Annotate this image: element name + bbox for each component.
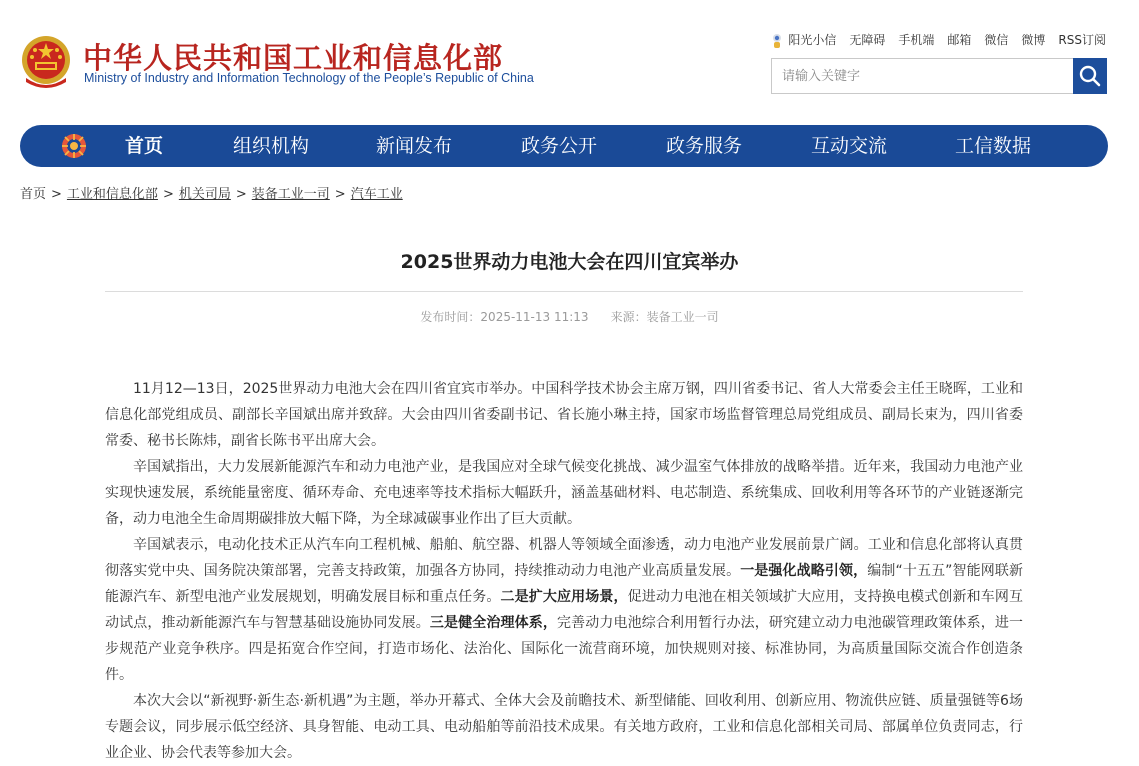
- top-links: [757, 31, 1106, 49]
- breadcrumb-ministry[interactable]: 工业和信息化部: [66, 187, 158, 202]
- breadcrumb-separator: >: [334, 187, 346, 202]
- site-title[interactable]: 中华人民共和国工业和信息化部: [83, 41, 504, 75]
- nav-item-home[interactable]: 首页: [125, 135, 164, 157]
- paragraph-text: 促进动力电池在相关领域扩大应用，支持换电模式创新和车网互动试点，推动新能源汽车与智慧基础设施协同发展。: [105, 589, 1023, 631]
- article-source: 来源：装备工业一司: [610, 310, 719, 324]
- site-header: [0, 0, 1139, 120]
- nav-item-news[interactable]: 新闻发布: [376, 135, 453, 157]
- paragraph-text: 辛国斌表示，电动化技术正从汽车向工程机械、船舶、航空器、机器人等领域全面渗透，动力电池产业发展前景广阔。工业和信息化部将认真贯彻落实党中央、国务院决策部署，完善支持政策，加强各方协同，持续推动动力电池产业高质量发展。: [105, 537, 1023, 579]
- top-link-wechat[interactable]: 微信: [984, 33, 1009, 48]
- article-paragraph: 11月12—13日，2025世界动力电池大会在四川省宜宾市举办。中国科学技术协会主席万钢，四川省委书记、省人大常委会主任王晓晖，工业和信息化部党组成员、副部长辛国斌出席并致辞。大会由四川省委副书记、省长施小琳主持，国家市场监督管理总局党组成员、副局长束为，四川省委常委、秘书长陈炜，副省长陈书平出席大会。: [105, 381, 1023, 449]
- nav-item-government-services[interactable]: 政务服务: [666, 135, 743, 157]
- search-icon: [1073, 58, 1107, 94]
- mascot-icon: [770, 33, 784, 49]
- national-emblem-icon[interactable]: [20, 34, 72, 90]
- site-subtitle: Ministry of Industry and Information Technology of the People’s Republic of China: [84, 71, 534, 85]
- emphasis-text: 一是强化战略引领，: [740, 563, 868, 579]
- search-input[interactable]: [772, 59, 1072, 93]
- article-paragraph: [105, 532, 1023, 688]
- search-button[interactable]: [1073, 58, 1107, 94]
- top-link-rss[interactable]: RSS订阅: [1058, 33, 1106, 48]
- breadcrumb: [20, 183, 403, 202]
- breadcrumb-separator: >: [51, 187, 62, 202]
- article-meta: [0, 308, 1139, 325]
- breadcrumb-departments[interactable]: 机关司局: [178, 187, 231, 202]
- breadcrumb-separator: >: [235, 187, 247, 202]
- nav-item-government-affairs[interactable]: 政务公开: [521, 135, 598, 157]
- top-link-mobile[interactable]: 手机端: [898, 33, 935, 48]
- top-link-accessibility[interactable]: 无障碍: [849, 33, 886, 48]
- title-divider: [105, 291, 1023, 292]
- breadcrumb-home[interactable]: 首页: [20, 187, 47, 202]
- paragraph-text: 编制“十五五”智能网联新能源汽车、新型电池产业发展规划，明确发展目标和重点任务。: [105, 563, 1024, 605]
- nav-item-data[interactable]: 工信数据: [955, 135, 1032, 157]
- nav-item-interaction[interactable]: 互动交流: [811, 135, 888, 157]
- breadcrumb-equipment-dept[interactable]: 装备工业一司: [251, 187, 330, 202]
- top-link-sunshine[interactable]: [770, 31, 836, 49]
- paragraph-text: 完善动力电池综合利用暂行办法，研究建立动力电池碳管理政策体系，进一步规范产业竞争秩序。四是拓宽合作空间，打造市场化、法治化、国际化一流营商环境，加快规则对接、标准协同，为高质量国际交流合作创造条件。: [105, 615, 1023, 683]
- nav-item-organization[interactable]: 组织机构: [233, 135, 310, 157]
- emphasis-text: 二是扩大应用场景，: [500, 589, 628, 605]
- breadcrumb-auto-industry[interactable]: 汽车工业: [350, 187, 403, 202]
- main-nav: [20, 125, 1108, 167]
- top-link-label: 阳光小信: [788, 33, 837, 47]
- article-title: 2025世界动力电池大会在四川宜宾举办: [400, 251, 739, 273]
- article-paragraph: 辛国斌指出，大力发展新能源汽车和动力电池产业，是我国应对全球气候变化挑战、减少温室气体排放的战略举措。近年来，我国动力电池产业实现快速发展，系统能量密度、循环寿命、充电速率等技术指标大幅跃升，涵盖基础材料、电芯制造、系统集成、回收利用等各环节的产业链逐渐完备，动力电池全生命周期碳排放大幅下降，为全球减碳事业作出了巨大贡献。: [105, 459, 1023, 527]
- publish-time: 发布时间：2025-11-13 11:13: [420, 310, 589, 324]
- ministry-logo-icon[interactable]: [60, 132, 88, 160]
- search-box: [771, 58, 1107, 94]
- top-link-mail[interactable]: 邮箱: [947, 33, 972, 48]
- top-link-weibo[interactable]: 微博: [1021, 33, 1046, 48]
- emphasis-text: 三是健全治理体系，: [429, 615, 557, 631]
- article-paragraph: 本次大会以“新视野·新生态·新机遇”为主题，举办开幕式、全体大会及前瞻技术、新型储能、回收利用、创新应用、物流供应链、质量强链等6场专题会议，同步展示低空经济、具身智能、电动工具、电动船舶等前沿技术成果。有关地方政府，工业和信息化部相关司局、部属单位负责同志，行业企业、协会代表等参加大会。: [105, 693, 1023, 761]
- article-body: [105, 376, 1023, 766]
- breadcrumb-separator: >: [162, 187, 174, 202]
